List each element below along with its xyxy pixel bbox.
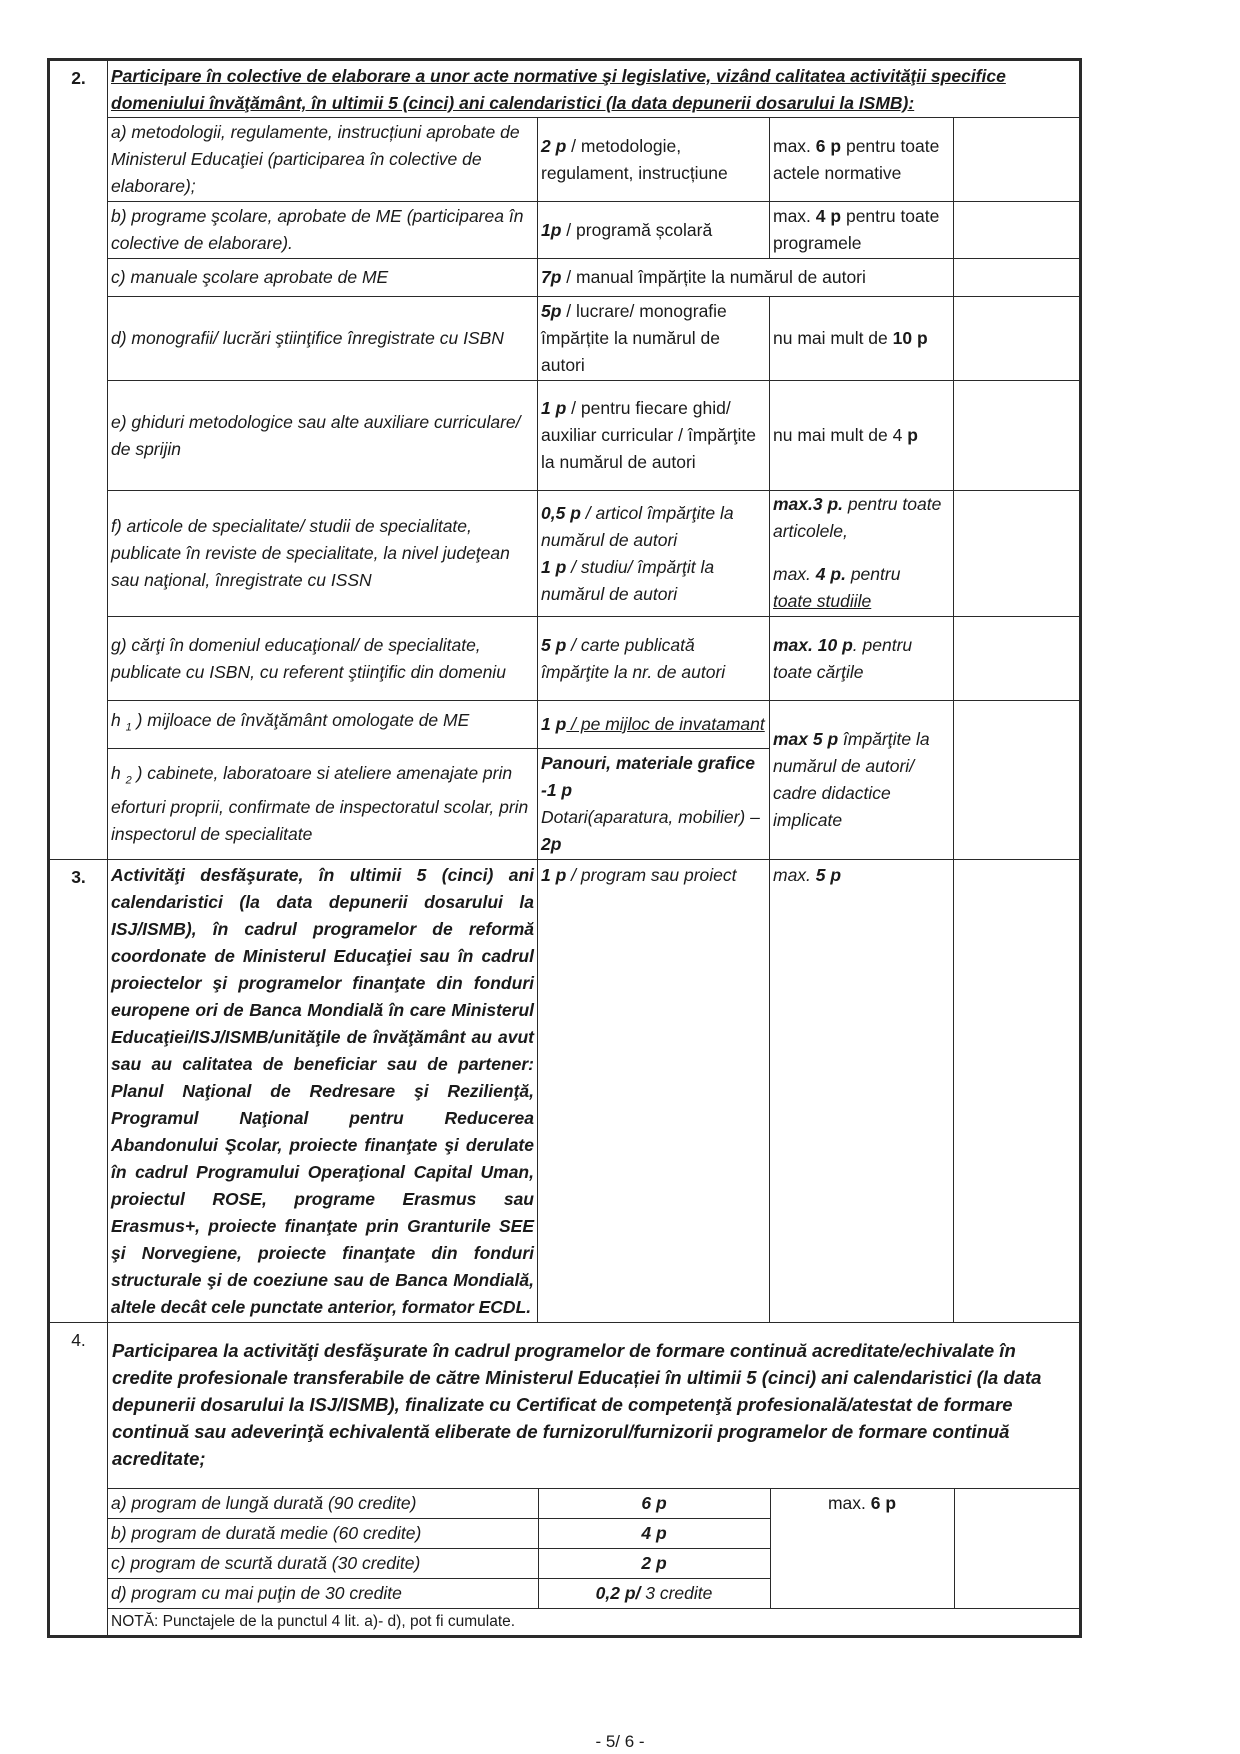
section-3-number: 3.	[49, 860, 108, 1323]
page-number: - 5/ 6 -	[595, 1732, 645, 1751]
table-row	[49, 701, 1081, 749]
points-cell: 2 p	[538, 1549, 770, 1579]
table-row	[49, 118, 1081, 202]
points-cell: 1 p / pe mijloc de invatamant	[538, 701, 770, 749]
score-input-cell[interactable]	[954, 118, 1081, 202]
points-cell: 5 p / carte publicată împărţite la nr. de autori	[538, 617, 770, 701]
table-row	[49, 259, 1081, 297]
criterion-cell: a) metodologii, regulamente, instrucțiuni aprobate de Ministerul Educaţiei (participarea în colective de elaborare);	[108, 118, 538, 202]
max-articles: max.3 p. pentru toate articolele,	[773, 494, 942, 541]
criterion-cell: f) articole de specialitate/ studii de specialitate, publicate în reviste de specialitate, la nivel judeţean sau naţional, înregistrate cu ISSN	[108, 491, 538, 617]
scoring-table	[47, 58, 1082, 1638]
table-row	[49, 491, 1081, 617]
section-4-number: 4.	[49, 1323, 108, 1637]
section-4-title: Participarea la activităţi desfăşurate în cadrul programelor de formare continuă acreditate/echivalate în credite profesionale transferabile de către Ministerul Educației în ultimii 5 (cinci) ani calendaristici (la data depunerii dosarului la ISJ/ISMB), finalizate cu Certificat de competenţă profesională/atestat de formare continuă sau adeverinţă echivalentă eliberate de furnizorul/furnizorii programelor de formare continuă acreditate;	[112, 1340, 1042, 1469]
criterion-cell: d) monografii/ lucrări ştiinţifice înregistrate cu ISBN	[108, 297, 538, 381]
section-3-text: Activităţi desfăşurate, în ultimii 5 (cinci) ani calendaristici (la data depunerii dosarului la ISJ/ISMB), în cadrul programelor de reformă coordonate de Ministerul Educaţiei sau în cadrul proiectelor şi programelor finanţate din fonduri europene ori de Banca Mondială în care Ministerul Educaţiei/ISJ/ISMB/unităţile de învăţământ au avut sau au calitatea de beneficiar sau de partener: Planul Naţional de Redresare şi Rezilienţă, Programul Naţional pentru Reducerea Abandonului Şcolar, proiecte finanţate şi derulate în cadrul Programului Operaţional Capital Uman, proiectul ROSE, programe Erasmus sau Erasmus+, proiecte finanţate prin Granturile SEE şi Norvegiene, proiecte finanţate din fonduri structurale şi de coeziune sau de Banca Mondială, altele decât cele punctate anterior, formator ECDL.	[108, 860, 538, 1323]
max-cell: max. 6 p	[770, 1489, 954, 1609]
points-articles: 0,5 p / articol împărţite la numărul de autori	[541, 502, 734, 550]
max-cell: max 5 p împărţite la numărul de autori/ cadre didactice implicate	[770, 701, 954, 860]
criterion-cell: a) program de lungă durată (90 credite)	[108, 1489, 538, 1519]
points-equipment: Dotari(aparatura, mobilier) – 2p	[541, 807, 760, 854]
table-row	[49, 297, 1081, 381]
max-cell: max. 10 p. pentru toate cărţile	[770, 617, 954, 701]
max-cell: max. 6 p pentru toate actele normative	[770, 118, 954, 202]
points-cell: 4 p	[538, 1519, 770, 1549]
points-cell: 5p / lucrare/ monografie împărțite la numărul de autori	[538, 297, 770, 381]
criterion-cell: g) cărţi în domeniul educaţional/ de specialitate, publicate cu ISBN, cu referent ştiinţific din domeniu	[108, 617, 538, 701]
table-row	[108, 1489, 1081, 1519]
criterion-cell: d) program cu mai puţin de 30 credite	[108, 1579, 538, 1609]
points-cell	[538, 491, 770, 617]
max-cell: max. 4 p pentru toate programele	[770, 202, 954, 259]
points-panels: Panouri, materiale grafice -1 p	[541, 753, 755, 800]
criterion-cell: b) program de durată medie (60 credite)	[108, 1519, 538, 1549]
section-4-content	[108, 1323, 1081, 1637]
score-input-cell[interactable]	[954, 617, 1081, 701]
criterion-cell: h $_2$ ) cabinete, laboratoare si ateliere amenajate prin eforturi proprii, confirmate de inspectoratul scolar, prin inspectorul de specialitate	[108, 749, 538, 860]
points-cell: 2 p / metodologie, regulament, instrucțiune	[538, 118, 770, 202]
criterion-cell: c) manuale şcolare aprobate de ME	[108, 259, 538, 297]
section-3-row	[49, 860, 1081, 1323]
max-cell	[770, 491, 954, 617]
note-text: NOTĂ: Punctajele de la punctul 4 lit. a)- d), pot fi cumulate.	[108, 1609, 1081, 1636]
criterion-cell: e) ghiduri metodologice sau alte auxiliare curriculare/ de sprijin	[108, 381, 538, 491]
scoring-grid-page	[47, 58, 1079, 1638]
section-4-row	[49, 1323, 1081, 1637]
max-cell: max. 5 p	[770, 860, 954, 1323]
max-cell: nu mai mult de 10 p	[770, 297, 954, 381]
score-input-cell[interactable]	[954, 1489, 1081, 1609]
max-cell: nu mai mult de 4 p	[770, 381, 954, 491]
section-4-subtable	[108, 1488, 1081, 1635]
score-input-cell[interactable]	[954, 202, 1081, 259]
criterion-cell: c) program de scurtă durată (30 credite)	[108, 1549, 538, 1579]
max-studies: max. 4 p. pentru toate studiile	[773, 564, 901, 611]
table-row	[49, 617, 1081, 701]
points-cell: 1 p / pentru fiecare ghid/ auxiliar curricular / împărţite la numărul de autori	[538, 381, 770, 491]
table-row	[49, 202, 1081, 259]
note-row	[108, 1609, 1081, 1636]
points-studies: 1 p / studiu/ împărţit la numărul de autori	[541, 556, 715, 604]
score-input-cell[interactable]	[954, 860, 1081, 1323]
points-cell: 6 p	[538, 1489, 770, 1519]
points-cell: 7p / manual împărțite la numărul de autori	[538, 259, 954, 297]
points-cell: 0,2 p/ 3 credite	[538, 1579, 770, 1609]
section-2-title: Participare în colective de elaborare a unor acte normative şi legislative, vizând calitatea activităţii specifice domeniului învăţământ, în ultimii 5 (cinci) ani calendaristici (la data depunerii dosarului la ISMB):	[108, 60, 1081, 118]
points-cell	[538, 749, 770, 860]
score-input-cell[interactable]	[954, 381, 1081, 491]
score-input-cell[interactable]	[954, 297, 1081, 381]
section-2-header-row	[49, 60, 1081, 118]
criterion-cell: b) programe şcolare, aprobate de ME (participarea în colective de elaborare).	[108, 202, 538, 259]
section-2-number: 2.	[49, 60, 108, 860]
points-cell: 1p / programă școlară	[538, 202, 770, 259]
score-input-cell[interactable]	[954, 701, 1081, 860]
table-row	[49, 381, 1081, 491]
criterion-cell: h $_1$ ) mijloace de învăţământ omologate de ME	[108, 701, 538, 749]
points-cell: 1 p / program sau proiect	[538, 860, 770, 1323]
score-input-cell[interactable]	[954, 259, 1081, 297]
score-input-cell[interactable]	[954, 491, 1081, 617]
